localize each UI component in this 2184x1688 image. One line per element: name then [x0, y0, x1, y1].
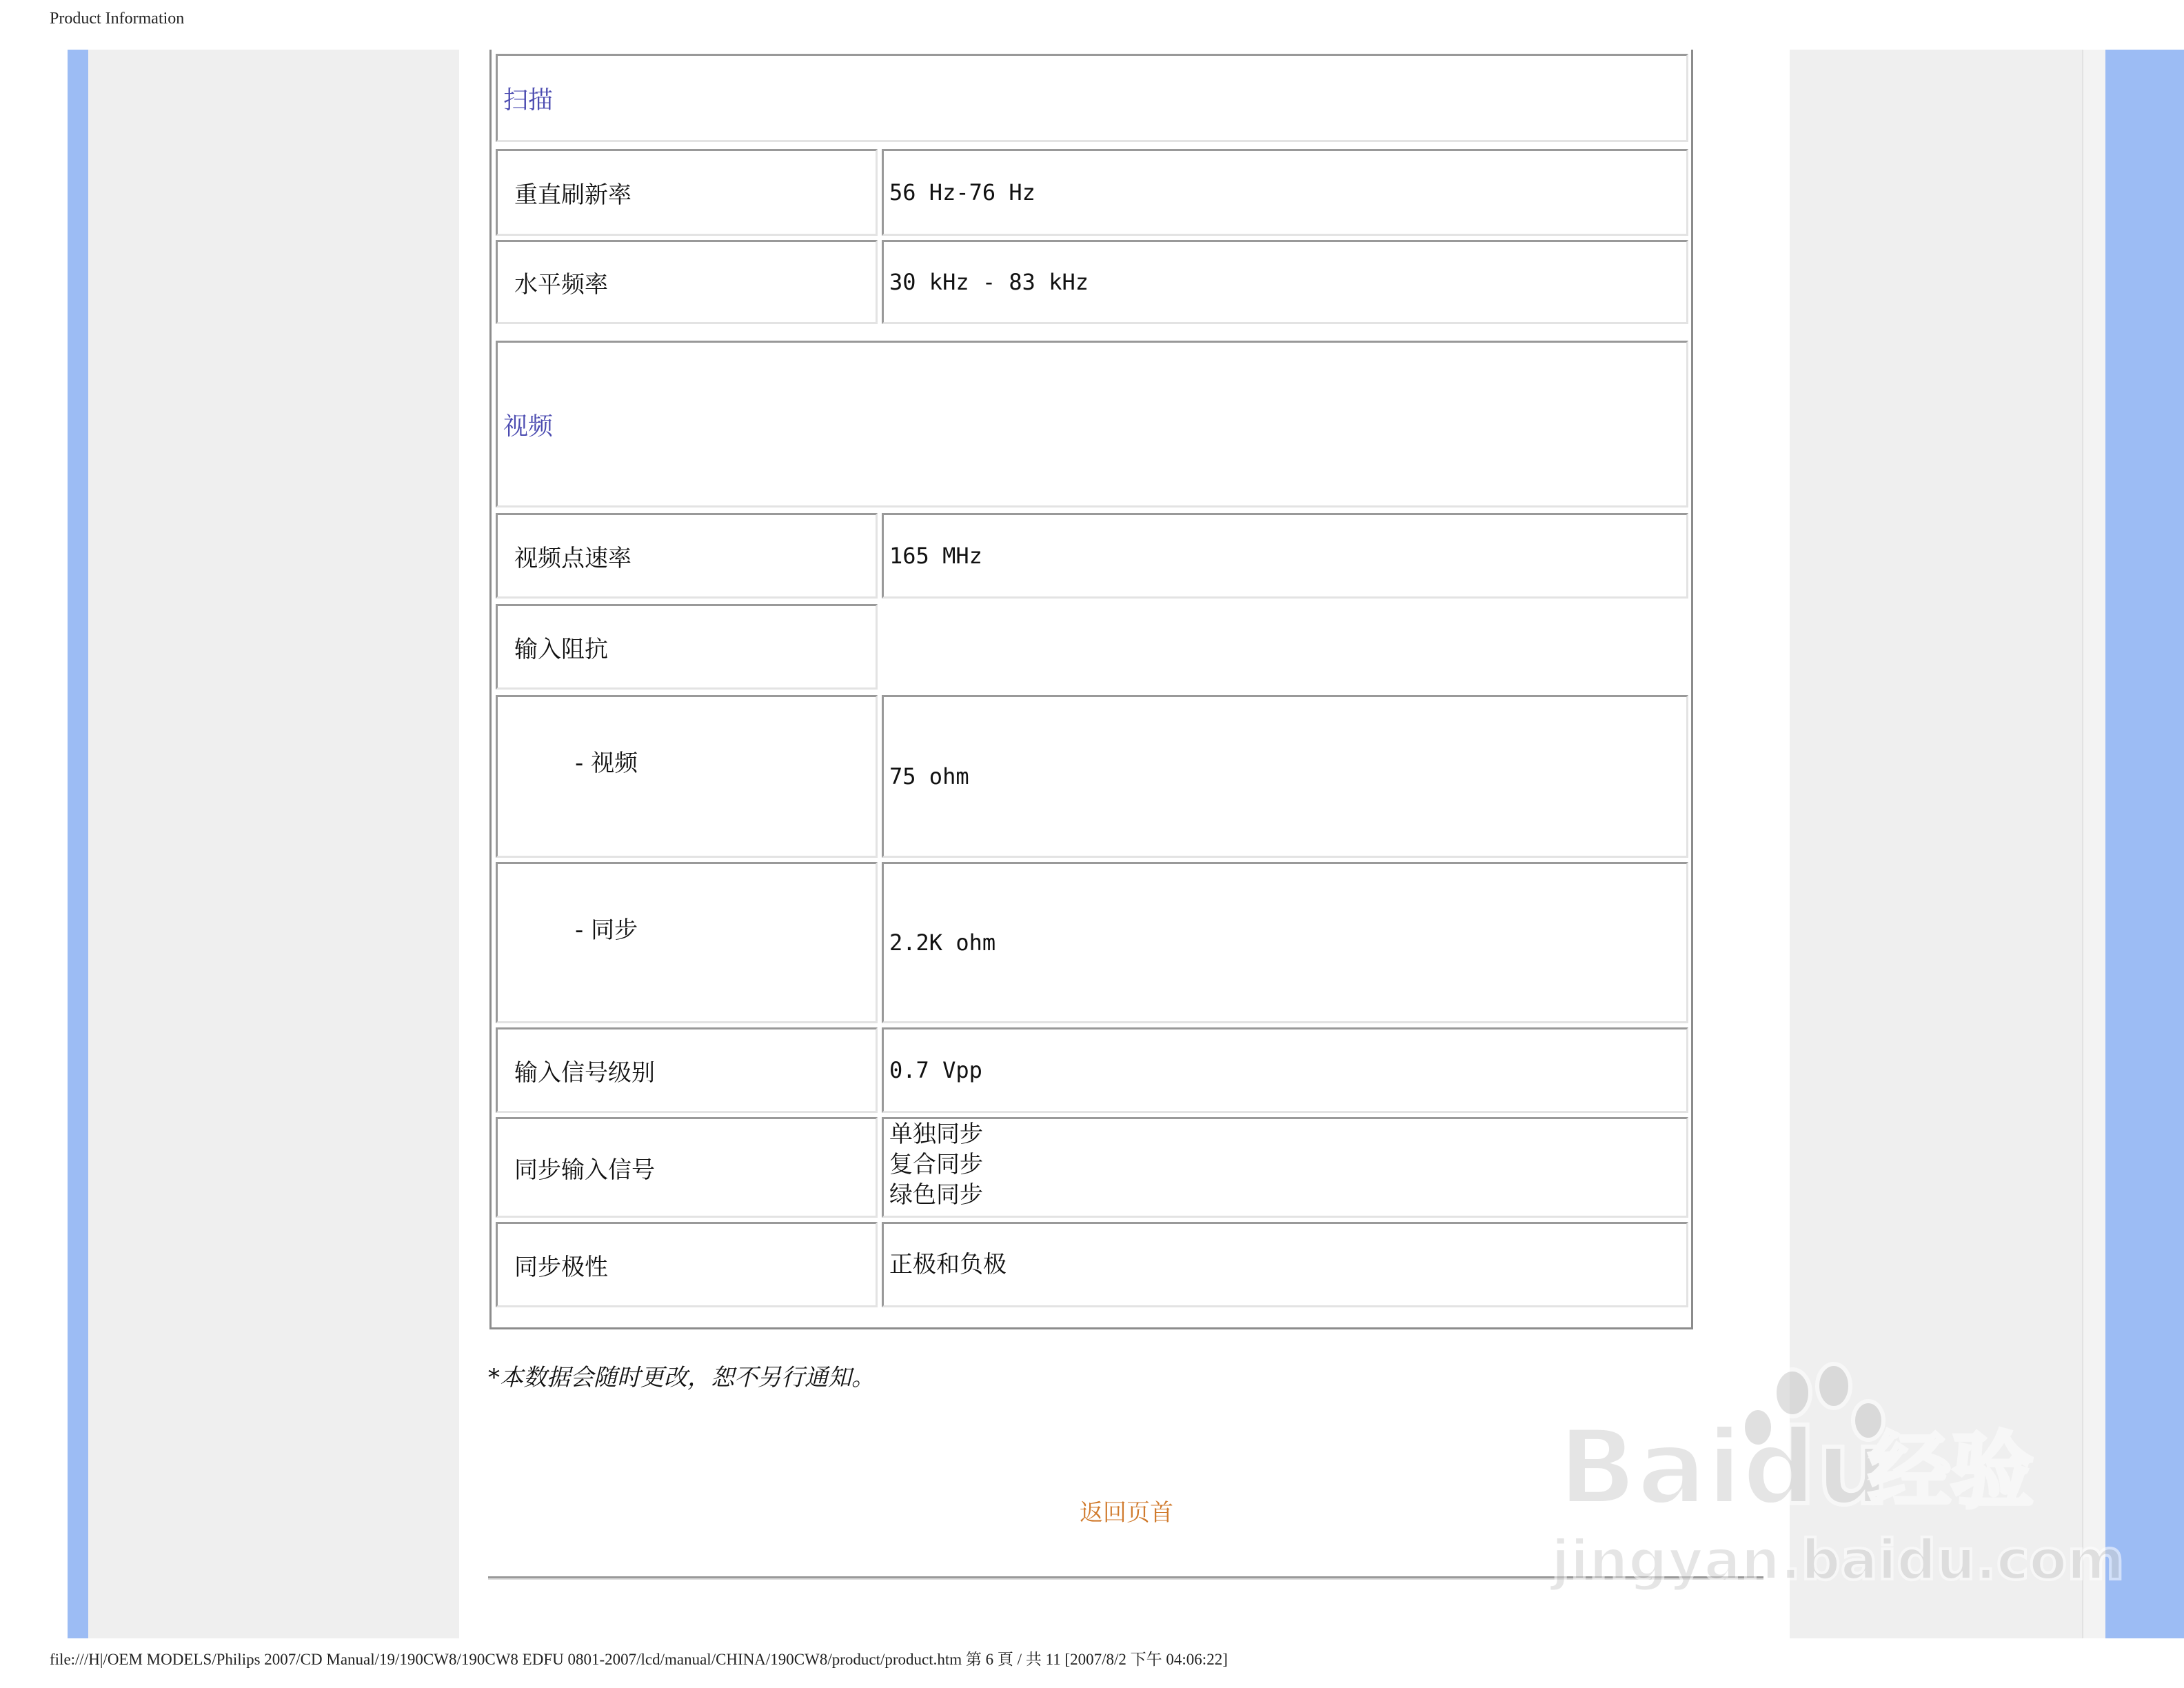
sync-input-value: 绿色同步 — [889, 1181, 983, 1209]
left-blue-sidebar — [68, 50, 88, 1638]
table-row-value — [882, 513, 1688, 599]
signal-level-value: 0.7 Vpp — [889, 1057, 982, 1083]
table-row-label — [496, 513, 878, 599]
input-impedance-label: 输入阻抗 — [514, 635, 608, 663]
sync-polarity-value: 正极和负极 — [889, 1251, 1007, 1278]
right-blue-sidebar — [2105, 50, 2184, 1638]
table-row-value — [882, 695, 1688, 858]
vertical-refresh-label: 重直刷新率 — [514, 181, 631, 209]
video-section-cell — [496, 341, 1688, 508]
impedance-video-label: - 视频 — [575, 750, 638, 777]
sync-polarity-label: 同步极性 — [514, 1253, 608, 1281]
watermark-brand-cn: 经验 — [1868, 1424, 2034, 1520]
impedance-video-value: 75 ohm — [889, 763, 969, 790]
video-section-title: 视频 — [503, 412, 554, 441]
sync-input-value: 单独同步 — [889, 1121, 983, 1148]
left-gray-panel — [88, 50, 459, 1638]
horizontal-frequency-label: 水平频率 — [514, 270, 608, 299]
table-row-label — [496, 695, 878, 858]
table-row-label — [496, 862, 878, 1023]
dot-rate-label: 视频点速率 — [514, 544, 631, 572]
table-row-label — [496, 604, 878, 690]
impedance-sync-label: - 同步 — [575, 916, 638, 944]
right-gray-edge — [2082, 50, 2107, 1638]
table-row-label — [496, 1027, 878, 1113]
vertical-refresh-value: 56 Hz-76 Hz — [889, 179, 1035, 205]
signal-level-label: 输入信号级别 — [514, 1058, 655, 1087]
spec-table — [489, 50, 1693, 1329]
impedance-sync-value: 2.2K ohm — [889, 930, 996, 956]
sync-input-label: 同步输入信号 — [514, 1156, 655, 1184]
sync-input-value: 复合同步 — [889, 1151, 983, 1178]
scan-section-title: 扫描 — [503, 86, 554, 114]
watermark-brand: Baidu — [1558, 1408, 1890, 1528]
dot-rate-value: 165 MHz — [889, 543, 982, 569]
table-row-value — [882, 1027, 1688, 1113]
table-row-value — [882, 240, 1688, 324]
table-row-label — [496, 149, 878, 236]
table-row-value — [882, 1222, 1688, 1307]
table-row-label — [496, 1117, 878, 1218]
watermark-url: jingyan.baidu.com — [1551, 1528, 2125, 1592]
table-row-value — [882, 1117, 1688, 1218]
back-to-top-link[interactable]: 返回页首 — [1080, 1499, 1173, 1527]
scan-section-cell — [496, 54, 1688, 142]
table-row-label — [496, 240, 878, 324]
disclaimer-note: *本数据会随时更改，恕不另行通知。 — [488, 1364, 875, 1391]
table-row-value — [882, 149, 1688, 236]
table-row-label — [496, 1222, 878, 1307]
sync-input-values — [884, 1119, 983, 1210]
print-header-title: Product Information — [50, 10, 185, 28]
horizontal-frequency-value: 30 kHz - 83 kHz — [889, 269, 1089, 295]
baidu-jingyan-watermark — [1544, 1358, 2125, 1607]
table-row-value — [882, 862, 1688, 1023]
print-footer-path: file:///H|/OEM MODELS/Philips 2007/CD Manual/19/190CW8/190CW8 EDFU 0801-2007/lcd/manual/CHINA/190CW8/product/product.htm 第 6 頁 / 共 11 [2007/8/2 下午 04:06:22] — [50, 1651, 1228, 1668]
